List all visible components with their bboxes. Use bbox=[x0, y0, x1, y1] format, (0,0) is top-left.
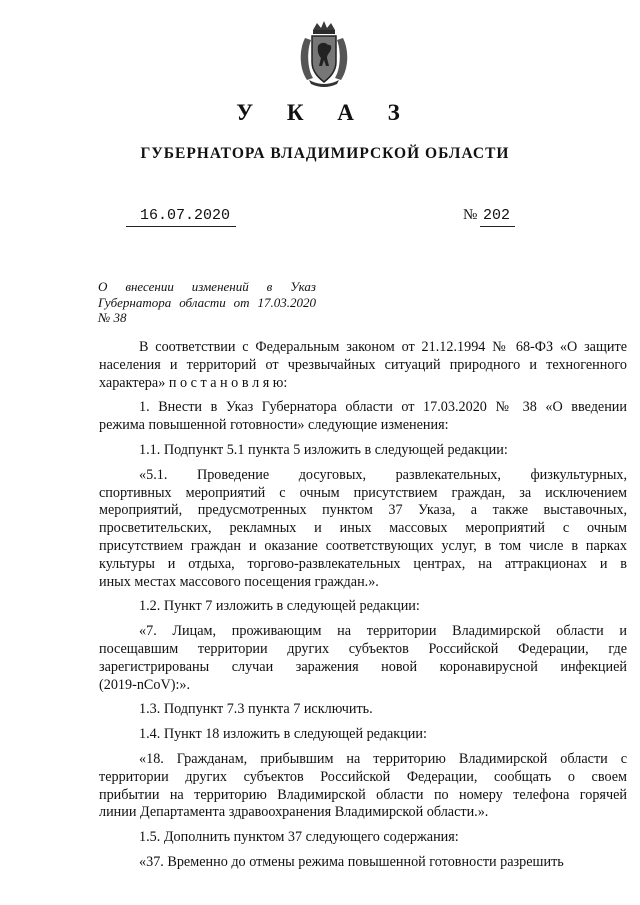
paragraph-line: «7. Лицам, проживающим на территории Владимирской области и bbox=[139, 623, 627, 640]
document-subject bbox=[98, 279, 316, 326]
paragraph-line: 1.2. Пункт 7 изложить в следующей редакции: bbox=[139, 598, 420, 615]
paragraph bbox=[99, 623, 627, 694]
paragraph bbox=[99, 751, 627, 822]
paragraph bbox=[99, 467, 627, 592]
paragraph-line: В соответствии с Федеральным законом от 21.12.1994 № 68-ФЗ «О защите bbox=[139, 339, 627, 355]
paragraph-line: «18. Гражданам, прибывшим на территорию Владимирской области с bbox=[139, 750, 627, 767]
paragraph-line: присутствием граждан и оказание соответствующих услуг, в том числе в парках bbox=[99, 537, 627, 554]
subject-line: О внесении изменений в Указ bbox=[98, 279, 316, 294]
document-date: 16.07.2020 bbox=[140, 207, 231, 224]
paragraph-line: 1. Внести в Указ Губернатора области от 17.03.2020 № 38 «О введении bbox=[139, 399, 627, 416]
paragraph bbox=[99, 829, 627, 847]
paragraph bbox=[99, 442, 627, 460]
document-body bbox=[99, 339, 627, 879]
paragraph-line: 1.1. Подпункт 5.1 пункта 5 изложить в следующей редакции: bbox=[139, 441, 508, 458]
paragraph-line: зарегистрированы случаи заражения новой коронавирусной инфекцией bbox=[99, 658, 627, 675]
subject-line: № 38 bbox=[98, 310, 127, 325]
paragraph-line: культуры и отдыха, торгово-развлекательных центрах, на аттракционах и в bbox=[99, 555, 627, 572]
paragraph bbox=[99, 339, 627, 392]
paragraph-line: «37. Временно до отмены режима повышенной готовности разрешить bbox=[139, 853, 564, 870]
subject-line: Губернатора области от 17.03.2020 bbox=[98, 294, 316, 310]
number-underline bbox=[480, 226, 515, 227]
document-number: 202 bbox=[483, 207, 511, 224]
date-underline bbox=[126, 226, 236, 227]
paragraph-line: прибытии на территорию Владимирской области по номеру телефона горячей bbox=[99, 786, 627, 803]
paragraph bbox=[99, 701, 627, 719]
paragraph-line: территории других субъектов Российской Федерации, сообщать о своем bbox=[99, 768, 627, 785]
paragraph-line: населения и территорий от чрезвычайных ситуаций природного и техногенного bbox=[99, 356, 627, 373]
document-title: У К А З bbox=[236, 100, 414, 125]
paragraph-line: (2019-nCoV):». bbox=[99, 676, 191, 693]
paragraph-line: иных местах массового посещения граждан.». bbox=[99, 573, 379, 590]
paragraph-line: 1.5. Дополнить пунктом 37 следующего содержания: bbox=[139, 829, 459, 846]
paragraph bbox=[99, 399, 627, 435]
paragraph-line: «5.1. Проведение досуговых, развлекательных, физкультурных, bbox=[139, 466, 627, 483]
paragraph-line: просветительских, рекламных и иных массовых мероприятий с очным bbox=[99, 520, 627, 537]
paragraph-line: спортивных мероприятий с очным присутствием граждан, за исключением bbox=[99, 484, 627, 501]
paragraph bbox=[99, 854, 627, 872]
paragraph-line: посещавшим территории других субъектов Российской Федерации, где bbox=[99, 640, 627, 657]
document-number-prefix: № bbox=[463, 207, 478, 223]
document-issuer: ГУБЕРНАТОРА ВЛАДИМИРСКОЙ ОБЛАСТИ bbox=[140, 145, 510, 162]
coat-of-arms-emblem-icon bbox=[295, 20, 353, 88]
paragraph bbox=[99, 598, 627, 616]
paragraph-line: 1.4. Пункт 18 изложить в следующей редакции: bbox=[139, 726, 427, 743]
paragraph-line: линии Департамента здравоохранения Владимирской области.». bbox=[99, 804, 489, 821]
paragraph-line: 1.3. Подпункт 7.3 пункта 7 исключить. bbox=[139, 701, 373, 718]
paragraph-line: режима повышенной готовности» следующие изменения: bbox=[99, 417, 449, 434]
paragraph-line: мероприятий, предусмотренных пунктом 37 Указа, а также выставочных, bbox=[99, 502, 627, 519]
paragraph bbox=[99, 726, 627, 744]
paragraph-line: характера» п о с т а н о в л я ю: bbox=[99, 374, 288, 391]
